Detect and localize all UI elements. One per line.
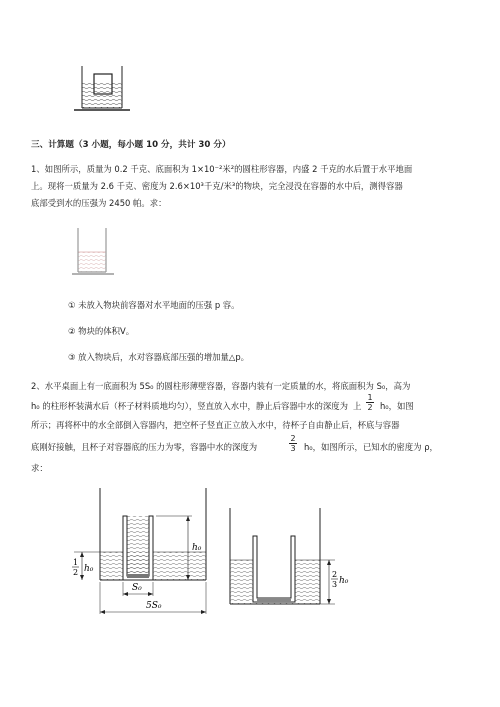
label-h0: h₀ [192, 543, 202, 553]
label-half-den: 2 [73, 568, 79, 577]
label-half-h0: h₀ [84, 564, 94, 574]
q2-line4a: 底刚好接触，且杯子对容器底的压力为零，容器中水的深度为 [31, 442, 258, 452]
q1-line1: 1、如图所示，质量为 0.2 千克、底面积为 1×10⁻²米²的圆柱形容器，内盛 2 千克的水后置于水平地面 [31, 164, 413, 174]
q2-line4b: h₀，如图所示，已知水的密度为 ρ， [304, 442, 438, 452]
container-with-empty-cup-figure [225, 506, 355, 606]
empty-container-figure [70, 226, 120, 280]
q2-line2-pre-frac: 上 [353, 401, 362, 411]
beaker-with-block-figure [70, 66, 136, 116]
q2-line1: 2、水平桌面上有一底面积为 5S₀ 的圆柱形薄壁容器，容器内装有一定质量的水，将底面积为 S₀，高为 [31, 381, 411, 391]
q2-line2b: h₀，如图 [380, 401, 414, 411]
fraction-one-half [363, 393, 377, 412]
q2-line2a: h₀ 的柱形杯装满水后（杯子材料质地均匀），竖直放入水中，静止后容器中水的深度为 [31, 401, 349, 411]
container-with-full-cup-figure [70, 486, 220, 626]
q1-line3: 底部受到水的压强为 2450 帕。求： [31, 198, 167, 208]
frac2-num: 2 [290, 434, 296, 443]
label-two-thirds-num: 2 [332, 570, 338, 579]
label-half-num: 1 [73, 558, 79, 567]
frac1-den: 2 [367, 403, 373, 412]
q1-line2: 上。现将一质量为 2.6 千克、密度为 2.6×10³千克/米³的物块，完全浸没在容器的水中后，测得容器 [31, 181, 403, 191]
q1-item1: ① 未放入物块前容器对水平地面的压强 p 容。 [68, 300, 240, 310]
label-five-s0: 5S₀ [146, 601, 162, 611]
q1-item3: ③ 放入物块后，水对容器底部压强的增加量△p。 [68, 352, 250, 362]
q2-line3: 所示；再将杯中的水全部倒入容器内，把空杯子竖直正立放入水中，待杯子自由静止后，杯底与容器 [31, 420, 400, 430]
section-title: 三、计算题（3 小题，每小题 10 分，共计 30 分） [31, 140, 231, 150]
q1-item2: ② 物块的体积V。 [68, 326, 135, 336]
fraction-two-thirds [286, 434, 300, 453]
frac1-num: 1 [367, 393, 373, 402]
label-s0: S₀ [132, 583, 142, 593]
label-two-thirds-h0: h₀ [339, 576, 349, 586]
frac2-den: 3 [290, 444, 296, 453]
q2-line5: 求： [31, 463, 48, 473]
label-two-thirds-den: 3 [332, 580, 338, 589]
